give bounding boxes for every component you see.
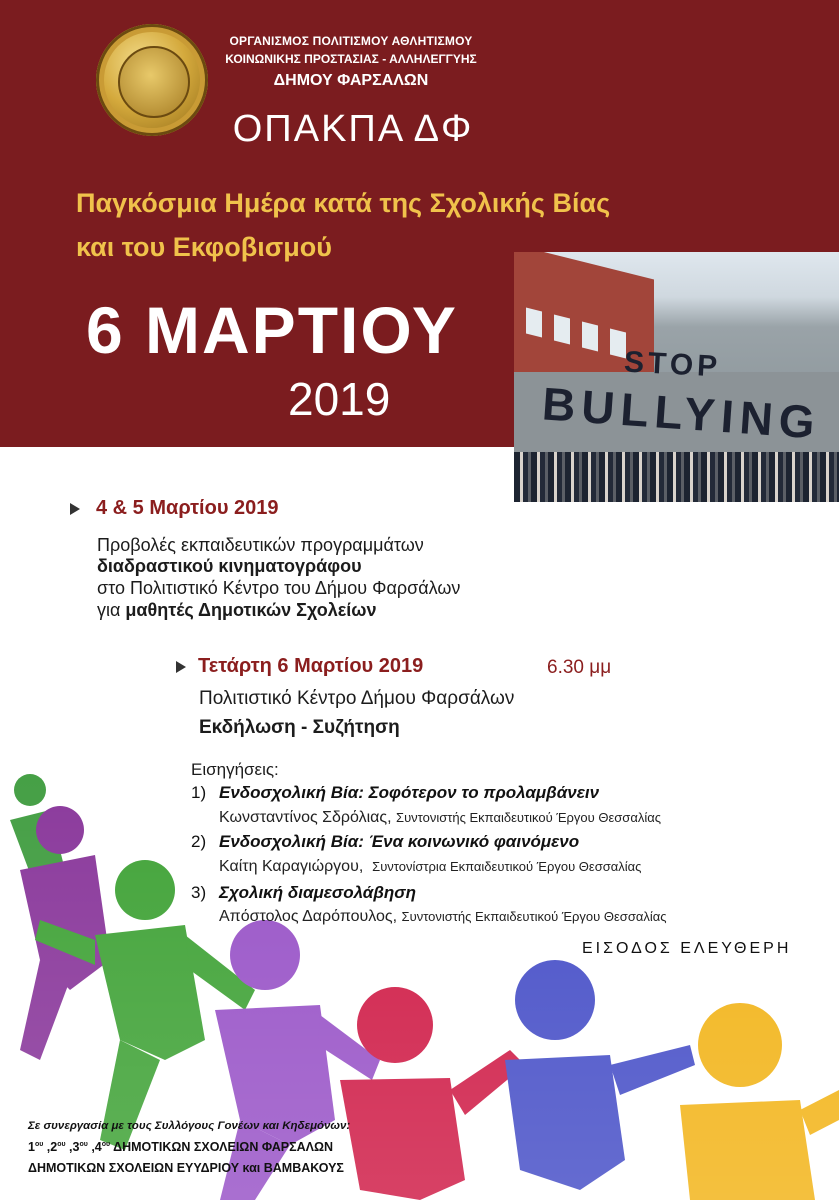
org-acronym: ΟΠΑΚΠΑ ΔΦ	[232, 108, 474, 150]
talks-intro: Εισηγήσεις:	[191, 760, 279, 779]
org-name-line2: ΚΟΙΝΩΝΙΚΗΣ ΠΡΟΣΤΑΣΙΑΣ - ΑΛΛΗΛΕΓΓΥΗΣ	[225, 52, 477, 66]
org-name-line1: ΟΡΓΑΝΙΣΜΟΣ ΠΟΛΙΤΙΣΜΟΥ ΑΘΛΗΤΙΣΜΟΥ	[229, 34, 473, 48]
ordinal-2: 2	[50, 1140, 58, 1154]
municipality-seal-logo	[96, 24, 208, 136]
ordinal-1: 1	[28, 1140, 35, 1154]
section1-line4	[97, 600, 376, 621]
talk-speaker-line	[219, 858, 641, 876]
bullet-arrow-icon	[176, 661, 186, 673]
talk-number: 2)	[191, 832, 207, 851]
section1-line1: Προβολές εκπαιδευτικών προγραμμάτων	[97, 535, 424, 555]
photo-stop-text: STOP	[623, 345, 722, 384]
section1-line4-bold: μαθητές Δημοτικών Σχολείων	[125, 600, 377, 620]
event-title-line1: Παγκόσμια Ημέρα κατά της Σχολικής Βίας	[76, 188, 611, 218]
event-year: 2019	[288, 373, 391, 425]
footer-schools-line1: $1^{o\upsilon}$ $,2^{o\upsilon}$ $,3^{o\upsilon}$ $,4^{o\upsilon}$ ΔΗΜΟΤΙΚΩΝ ΣΧΟΛΕΙΩΝ ΦΑΡΣΑΛΩΝ	[28, 1140, 334, 1154]
talk-speaker-role: Συντονιστής Εκπαιδευτικού Έργου Θεσσαλίας	[401, 909, 667, 924]
footer-schools-names: ΔΗΜΟΤΙΚΩΝ ΣΧΟΛΕΙΩΝ ΦΑΡΣΑΛΩΝ	[113, 1140, 334, 1154]
seal-emblem	[118, 46, 190, 118]
event-date: 6 ΜΑΡΤΙΟΥ	[86, 293, 458, 367]
stop-bullying-photo	[514, 252, 839, 502]
students-row	[514, 452, 839, 502]
section1-line4-prefix: για	[97, 600, 126, 620]
ordinal-suffix: ου	[79, 1140, 88, 1148]
section1-line2: διαδραστικού κινηματογράφου	[97, 556, 362, 576]
talk-speaker: Απόστολος Δαρόπουλος,	[219, 908, 398, 925]
ordinal-suffix: ου	[34, 1140, 44, 1148]
section1-date: 4 & 5 Μαρτίου 2019	[96, 497, 279, 519]
ordinal-suffix: ου	[57, 1140, 66, 1148]
talk-speaker: Κωνσταντίνος Σδρόλιας,	[219, 809, 392, 826]
footer-cooperation-line: Σε συνεργασία με τους Συλλόγους Γονέων και Κηδεμόνων:	[28, 1120, 351, 1132]
free-entry-notice: ΕΙΣΟΔΟΣ ΕΛΕΥΘΕΡΗ	[582, 940, 792, 957]
event-title-line2: και του Εκφοβισμού	[76, 232, 332, 262]
talk-speaker-line	[219, 908, 667, 926]
ordinal-3: 3	[72, 1140, 80, 1154]
ordinal-4: 4	[94, 1140, 102, 1154]
talk-number: 1)	[191, 783, 207, 802]
talk-speaker-role: Συντονίστρια Εκπαιδευτικού Έργου Θεσσαλίας	[372, 859, 642, 874]
section2-date: Τετάρτη 6 Μαρτίου 2019	[198, 655, 424, 677]
talk-speaker: Καίτη Καραγιώργου,	[219, 858, 364, 875]
bullet-arrow-icon	[70, 503, 80, 515]
section1-line3: στο Πολιτιστικό Κέντρο του Δήμου Φαρσάλων	[97, 578, 461, 598]
talk-title: Ενδοσχολική Βία: Ένα κοινωνικό φαινόμενο	[219, 832, 580, 851]
talk-speaker-role: Συντονιστής Εκπαιδευτικού Έργου Θεσσαλίας	[396, 810, 662, 825]
talk-title: Σχολική διαμεσολάβηση	[219, 883, 416, 902]
section2-time: 6.30 μμ	[547, 657, 612, 678]
talk-number: 3)	[191, 883, 207, 902]
talk-title: Ενδοσχολική Βία: Σοφότερον το προλαμβάνειν	[219, 783, 600, 802]
photo-bullying-text: BULLYING	[540, 377, 823, 449]
org-name-line3: ΔΗΜΟΥ ΦΑΡΣΑΛΩΝ	[273, 72, 429, 89]
talk-speaker-line	[219, 809, 661, 827]
footer-schools-line2: ΔΗΜΟΤΙΚΩΝ ΣΧΟΛΕΙΩΝ ΕΥΥΔΡΙΟΥ και ΒΑΜΒΑΚΟΥΣ	[28, 1161, 344, 1175]
section2-venue: Πολιτιστικό Κέντρο Δήμου Φαρσάλων	[199, 688, 515, 709]
section2-event: Εκδήλωση - Συζήτηση	[199, 717, 400, 738]
ordinal-suffix: ου	[101, 1140, 111, 1148]
